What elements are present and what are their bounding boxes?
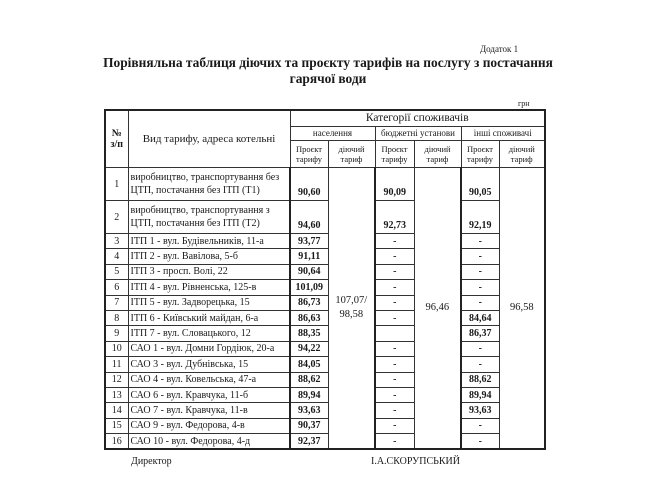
- row-name: [128, 168, 290, 201]
- table-row: [105, 341, 545, 356]
- other-project-tariff: 89,94: [461, 387, 499, 402]
- header-other-current: [499, 141, 545, 168]
- header-name: Вид тарифу, адреса котельні: [128, 110, 290, 168]
- row-name-line: ІТП 2 - вул. Вавілова, 5-б: [130, 251, 238, 263]
- budget-project-tariff: -: [375, 418, 414, 433]
- population-project-tariff: 94,60: [290, 201, 328, 234]
- row-name-line: ЦТП, постачання без ІТП (Т1): [130, 185, 260, 196]
- other-project-tariff: 88,62: [461, 372, 499, 387]
- row-name: [128, 418, 290, 433]
- row-name: [128, 264, 290, 279]
- table-row: [105, 264, 545, 279]
- other-project-tariff: 93,63: [461, 403, 499, 418]
- document-title: [100, 55, 556, 87]
- row-name: [128, 234, 290, 249]
- population-project-tariff: 86,63: [290, 310, 328, 325]
- header-number-line1: №: [111, 128, 122, 139]
- row-number: 11: [105, 357, 128, 372]
- row-number: 9: [105, 326, 128, 341]
- other-project-tariff: 90,05: [461, 168, 499, 201]
- appendix-label: Додаток 1: [480, 44, 519, 54]
- table-row: [105, 249, 545, 264]
- row-name: [128, 341, 290, 356]
- row-name: [128, 310, 290, 325]
- table-row: [105, 418, 545, 433]
- row-name: [128, 326, 290, 341]
- population-project-tariff: 93,63: [290, 403, 328, 418]
- row-name: [128, 434, 290, 450]
- budget-project-tariff: 90,09: [375, 168, 414, 201]
- header-categories: Категорії споживачів: [290, 110, 545, 127]
- row-name: [128, 201, 290, 234]
- table-row: [105, 403, 545, 418]
- row-name-line: ІТП 5 - вул. Задворецька, 15: [130, 297, 250, 309]
- title-line-1: Порівняльна таблиця діючих та проєкту тарифів на послугу з постачання: [103, 55, 553, 70]
- row-number: 2: [105, 201, 128, 234]
- header-project-line1: Проєкт: [381, 144, 408, 154]
- header-project-line1: Проєкт: [466, 144, 494, 154]
- population-current-tariff: [328, 168, 375, 450]
- title-line-2: гарячої води: [289, 71, 367, 86]
- budget-project-tariff: -: [375, 310, 414, 325]
- table-row: [105, 310, 545, 325]
- budget-project-tariff: -: [375, 403, 414, 418]
- row-name-line: виробництво, транспортування з: [130, 205, 270, 216]
- other-project-tariff: -: [461, 418, 499, 433]
- header-project-line2: тарифу: [381, 154, 408, 164]
- budget-project-tariff: -: [375, 234, 414, 249]
- row-number: 4: [105, 249, 128, 264]
- header-current-line2: тариф: [510, 154, 533, 164]
- row-name-line: виробництво, транспортування без: [130, 172, 280, 183]
- header-population-project: [290, 141, 328, 168]
- row-name-line: ЦТП, постачання без ІТП (Т2): [130, 218, 260, 229]
- budget-project-tariff: [375, 326, 414, 341]
- budget-project-tariff: -: [375, 249, 414, 264]
- row-name-line: ІТП 1 - вул. Будівельників, 11-а: [130, 235, 264, 247]
- other-project-tariff: 86,37: [461, 326, 499, 341]
- row-number: 10: [105, 341, 128, 356]
- header-population-current: [328, 141, 375, 168]
- other-project-tariff: -: [461, 280, 499, 295]
- population-project-tariff: 86,73: [290, 295, 328, 310]
- row-name-line: САО 9 - вул. Федорова, 4-в: [130, 420, 245, 432]
- tariff-table: [104, 109, 546, 450]
- row-name: [128, 249, 290, 264]
- signature-name: І.А.СКОРУПСЬКИЙ: [371, 456, 461, 467]
- row-name: [128, 295, 290, 310]
- population-project-tariff: 91,11: [290, 249, 328, 264]
- budget-project-tariff: -: [375, 295, 414, 310]
- row-name-line: ІТП 7 - вул. Словацького, 12: [130, 328, 251, 340]
- population-project-tariff: 84,05: [290, 357, 328, 372]
- row-name-line: ІТП 6 - Київський майдан, 6-а: [130, 312, 259, 324]
- header-current-line1: діючий: [424, 144, 451, 154]
- population-project-tariff: 88,35: [290, 326, 328, 341]
- header-group-budget: бюджетні установи: [375, 127, 461, 141]
- table-row: [105, 280, 545, 295]
- row-name-line: САО 6 - вул. Кравчука, 11-б: [130, 389, 249, 401]
- population-project-tariff: 89,94: [290, 387, 328, 402]
- table-row: [105, 357, 545, 372]
- population-project-tariff: 93,77: [290, 234, 328, 249]
- population-project-tariff: 101,09: [290, 280, 328, 295]
- table-row: [105, 295, 545, 310]
- row-name-line: САО 3 - вул. Дубнівська, 15: [130, 358, 249, 370]
- row-number: 14: [105, 403, 128, 418]
- header-current-line1: діючий: [508, 144, 535, 154]
- other-project-tariff: -: [461, 295, 499, 310]
- row-name-line: ІТП 4 - вул. Рівненська, 125-в: [130, 281, 257, 293]
- other-project-tariff: -: [461, 357, 499, 372]
- header-budget-project: [375, 141, 414, 168]
- row-number: 5: [105, 264, 128, 279]
- row-number: 6: [105, 280, 128, 295]
- table-row: [105, 168, 545, 201]
- budget-project-tariff: -: [375, 357, 414, 372]
- budget-project-tariff: -: [375, 341, 414, 356]
- header-project-line2: тарифу: [467, 154, 493, 164]
- population-project-tariff: 94,22: [290, 341, 328, 356]
- population-current-line: 98,58: [339, 309, 364, 321]
- header-project-line2: тарифу: [296, 154, 322, 164]
- row-name-line: САО 1 - вул. Домни Гордіюк, 20-а: [130, 343, 275, 355]
- budget-project-tariff: -: [375, 434, 414, 450]
- table-row: [105, 326, 545, 341]
- header-current-line2: тариф: [340, 154, 363, 164]
- row-number: 13: [105, 387, 128, 402]
- budget-current-tariff: 96,46: [414, 168, 461, 450]
- row-name: [128, 372, 290, 387]
- budget-project-tariff: -: [375, 387, 414, 402]
- table-row: [105, 372, 545, 387]
- other-project-tariff: -: [461, 434, 499, 450]
- table-row: [105, 234, 545, 249]
- table-row: [105, 201, 545, 234]
- population-project-tariff: 88,62: [290, 372, 328, 387]
- row-number: 3: [105, 234, 128, 249]
- budget-project-tariff: -: [375, 372, 414, 387]
- row-name-line: ІТП 3 - просп. Волі, 22: [130, 266, 228, 278]
- row-name: [128, 357, 290, 372]
- population-current-line: 107,07/: [335, 295, 368, 307]
- row-number: 7: [105, 295, 128, 310]
- row-name-line: САО 4 - вул. Ковельська, 47-а: [130, 374, 257, 386]
- budget-project-tariff: -: [375, 264, 414, 279]
- row-name: [128, 403, 290, 418]
- other-project-tariff: -: [461, 249, 499, 264]
- row-name-line: САО 7 - вул. Кравчука, 11-в: [130, 404, 248, 416]
- other-current-tariff: 96,58: [499, 168, 545, 450]
- row-number: 16: [105, 434, 128, 450]
- other-project-tariff: -: [461, 264, 499, 279]
- population-project-tariff: 90,64: [290, 264, 328, 279]
- header-group-population: населення: [290, 127, 375, 141]
- row-number: 15: [105, 418, 128, 433]
- header-group-other: інші споживачі: [461, 127, 545, 141]
- row-name: [128, 387, 290, 402]
- row-name-line: САО 10 - вул. Федорова, 4-д: [130, 435, 251, 447]
- header-budget-current: [414, 141, 461, 168]
- other-project-tariff: -: [461, 234, 499, 249]
- header-current-line1: діючий: [338, 144, 365, 154]
- budget-project-tariff: 92,73: [375, 201, 414, 234]
- row-number: 1: [105, 168, 128, 201]
- population-project-tariff: 90,60: [290, 168, 328, 201]
- other-project-tariff: 84,64: [461, 310, 499, 325]
- population-project-tariff: 90,37: [290, 418, 328, 433]
- row-number: 12: [105, 372, 128, 387]
- header-current-line2: тариф: [426, 154, 449, 164]
- header-number-line2: з/п: [110, 139, 124, 150]
- table-row: [105, 387, 545, 402]
- signature-position: Директор: [131, 456, 172, 467]
- table-row: [105, 434, 545, 450]
- row-number: 8: [105, 310, 128, 325]
- header-number: [105, 110, 128, 168]
- other-project-tariff: 92,19: [461, 201, 499, 234]
- population-project-tariff: 92,37: [290, 434, 328, 450]
- row-name: [128, 280, 290, 295]
- other-project-tariff: -: [461, 341, 499, 356]
- header-other-project: [461, 141, 499, 168]
- currency-unit: грн: [518, 99, 530, 108]
- header-project-line1: Проєкт: [295, 144, 323, 154]
- budget-project-tariff: -: [375, 280, 414, 295]
